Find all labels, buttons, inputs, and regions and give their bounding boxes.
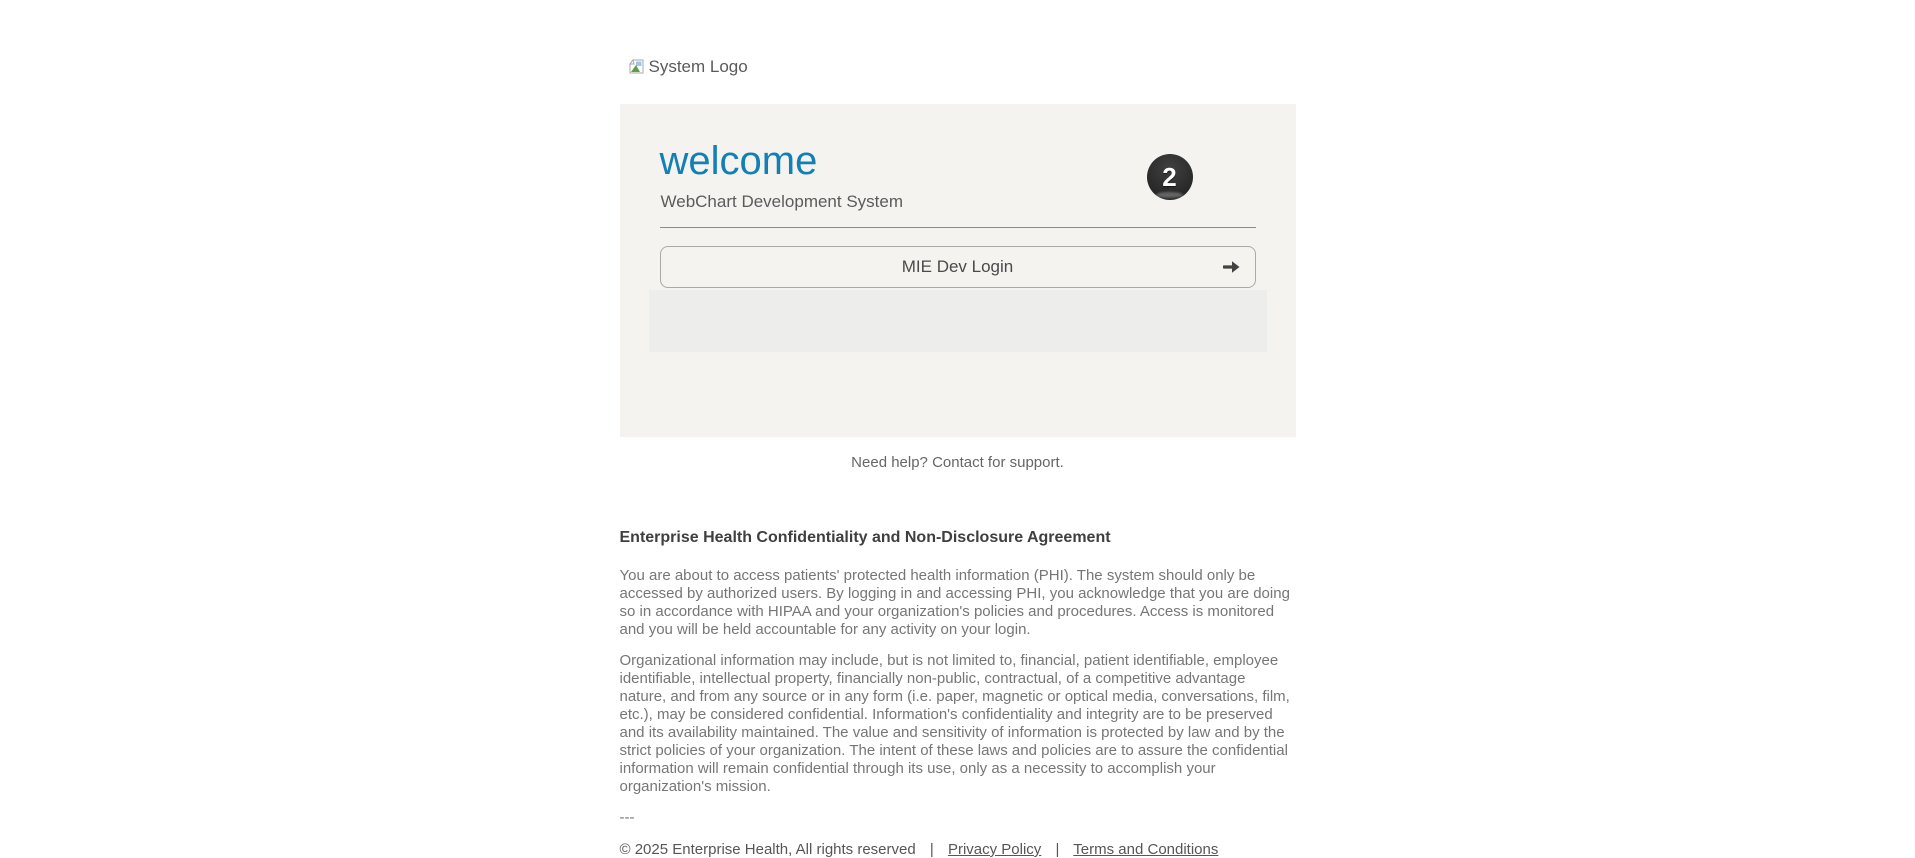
system-logo-alt-text: System Logo xyxy=(648,57,748,76)
page-container xyxy=(620,0,1296,858)
divider xyxy=(660,227,1256,228)
agreement-paragraph-1: You are about to access patients' protected health information (PHI). The system should only be accessed by authorized users. By logging in and accessing PHI, you acknowledge that you are doing so in accordance with HIPAA and your organization's policies and procedures. Access is monitored and you will be held accountable for any activity on your login. xyxy=(619,567,1290,638)
system-name-subtitle: WebChart Development System xyxy=(660,192,904,211)
footer-separator: | xyxy=(1055,841,1060,858)
agreement-heading: Enterprise Health Confidentiality and Non-Disclosure Agreement xyxy=(619,529,1111,546)
welcome-heading: welcome xyxy=(659,139,818,183)
help-text: Need help? Contact for support. xyxy=(851,454,1064,471)
footer-separator: | xyxy=(929,841,934,858)
arrow-right-icon xyxy=(1223,261,1241,274)
privacy-policy-link[interactable]: Privacy Policy xyxy=(947,841,1042,858)
mie-dev-login-label: MIE Dev Login xyxy=(901,257,1014,276)
system-logo xyxy=(620,57,1296,77)
login-options-panel xyxy=(649,290,1267,352)
confidentiality-agreement xyxy=(620,529,1296,827)
broken-image-icon xyxy=(627,57,647,77)
copyright-text: © 2025 Enterprise Health, All rights reserved xyxy=(619,841,916,858)
login-card xyxy=(620,104,1296,437)
agreement-separator: --- xyxy=(619,809,635,826)
terms-and-conditions-link[interactable]: Terms and Conditions xyxy=(1073,841,1219,858)
hint-badge-2: 2 xyxy=(1147,154,1193,200)
footer xyxy=(620,841,1296,858)
agreement-paragraph-2: Organizational information may include, but is not limited to, financial, patient identifiable, employee identifiable, intellectual property, financially non-public, contractual, of a competitive advantage nature, and from any source or in any form (i.e. paper, magnetic or optical media, conversations, film, etc.), may be considered confidential. Information's confidentiality and integrity are to be preserved and its availability maintained. The value and sensitivity of information is protected by law and by the strict policies of your organization. The intent of these laws and policies are to assure the confidential information will remain confidential through its use, only as a necessity to accomplish your organization's mission. xyxy=(619,652,1290,795)
mie-dev-login-button[interactable] xyxy=(660,246,1256,288)
